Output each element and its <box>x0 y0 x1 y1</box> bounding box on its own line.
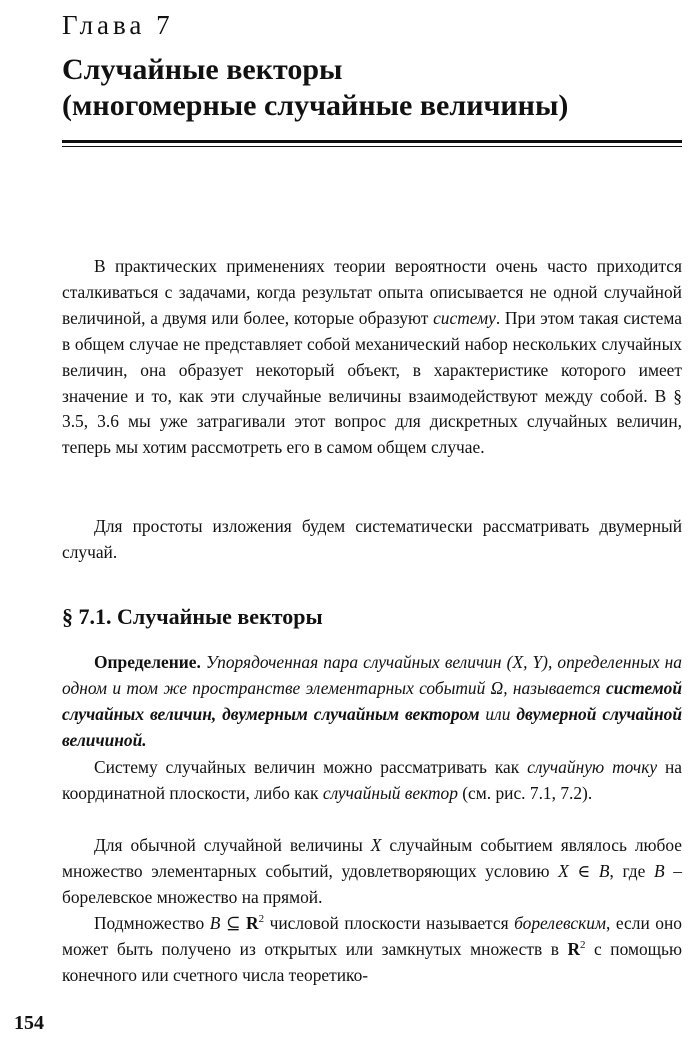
definition-text-a: Упорядоченная пара случайных величин (X, Y), определенных на одном и том же пространстве элементарных событий Ω, называется <box>62 652 682 698</box>
title-rule-thin <box>62 146 682 147</box>
p6-text-b: числовой плоскости называется <box>264 913 515 933</box>
p5-text-d: – борелевское множество на прямой. <box>62 860 682 907</box>
paragraph-borel <box>62 911 682 989</box>
p4-text-c: (см. рис. 7.1, 7.2). <box>457 782 593 803</box>
intro-p1-emphasis: систему <box>433 307 496 328</box>
p6-text-c: , если оно может быть получено из открытых или замкнутых множеств в <box>62 913 682 959</box>
section-heading: § 7.1. Случайные векторы <box>62 604 323 629</box>
p6-subset: B ⊆ <box>209 913 247 933</box>
p4-text-b: на координатной плоскости, либо как <box>62 757 683 803</box>
definition-text-b: или <box>479 703 517 724</box>
intro-p1-text-b: . При этом такая система в общем случае не представляет собой механический набор нескольких случайных величин, она образует некоторый объект, в характеристике которого имеет значение и то, как эти случайные величины взаимодействуют между собой. В § 3.5, 3.6 мы уже затрагивали этот вопрос для дискретных случайных величин, теперь мы хотим рассмотреть его в самом общем случае. <box>62 307 682 458</box>
page-number: 154 <box>14 1012 44 1034</box>
p6-real-plane-2: R <box>567 938 581 959</box>
p5-text-c: , где <box>609 860 654 881</box>
paragraph-random-point <box>62 755 682 807</box>
p5-var-x: X <box>370 835 382 855</box>
p5-condition: X ∈ B <box>558 860 610 881</box>
p6-text-d: с помощью конечного или счетного числа теоретико- <box>62 938 682 985</box>
p5-text-b: случайным событием являлось любое множество элементарных событий, удовлетворяющих условию <box>62 835 682 881</box>
p6-text-a: Подмножество <box>94 913 210 933</box>
definition-paragraph <box>62 650 682 754</box>
intro-p2-text: Для простоты изложения будем систематически рассматривать двумерный случай. <box>62 516 682 562</box>
title-rule-thick <box>62 140 682 143</box>
chapter-title-line-1: Случайные векторы <box>62 53 343 86</box>
p6-emphasis: борелевским <box>514 913 607 933</box>
p6-real-plane: R <box>246 913 259 933</box>
p6-superscript-2: 2 <box>580 939 586 952</box>
chapter-title <box>62 52 682 124</box>
p5-var-b: B <box>654 860 665 881</box>
definition-term-2: двумерной случайной величиной. <box>62 703 682 750</box>
intro-p1-text-a: В практических применениях теории вероятности очень часто приходится сталкиваться с задачами, когда результат опыта описывается не одной случайной величиной, а двумя или более, которые образуют <box>62 256 682 328</box>
definition-label: Определение. <box>94 652 201 672</box>
p4-text-a: Систему случайных величин можно рассматривать как <box>94 757 528 777</box>
p4-emphasis-1: случайную точку <box>527 757 658 777</box>
p6-superscript: 2 <box>258 913 265 926</box>
definition-term-1: системой случайных величин, двумерным случайным вектором <box>62 677 682 724</box>
intro-paragraph-2 <box>62 514 682 566</box>
paragraph-random-event <box>62 833 682 911</box>
chapter-title-line-2: (многомерные случайные величины) <box>62 89 569 122</box>
p5-text-a: Для обычной случайной величины <box>94 835 371 855</box>
intro-paragraph-1 <box>62 254 682 461</box>
chapter-label: Глава 7 <box>62 10 174 40</box>
p4-emphasis-2: случайный вектор <box>322 782 458 803</box>
